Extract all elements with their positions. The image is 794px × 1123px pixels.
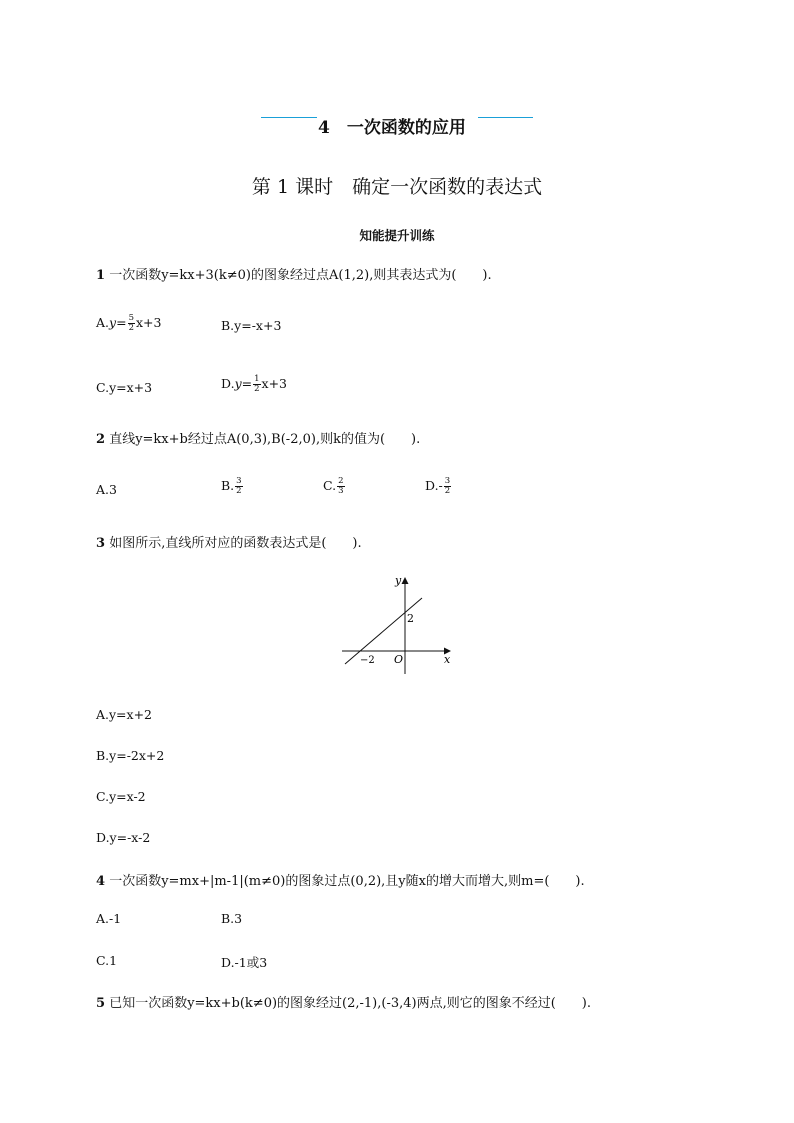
question-text: 已知一次函数y=kx+b(k≠0)的图象经过(2,-1),(-3,4)两点,则它的图象不经过( ). bbox=[109, 996, 591, 1011]
option-expr: y= bbox=[234, 376, 253, 391]
question-2 bbox=[96, 428, 420, 447]
question-text: 如图所示,直线所对应的函数表达式是( ). bbox=[109, 536, 362, 551]
section-title bbox=[0, 113, 794, 137]
x-intercept-label: −2 bbox=[360, 655, 375, 666]
fraction bbox=[253, 375, 260, 394]
x-axis-label: x bbox=[444, 653, 451, 666]
q2-option-c bbox=[323, 477, 346, 496]
question-4 bbox=[96, 870, 585, 889]
fraction-denominator: 2 bbox=[444, 486, 451, 496]
q4-option-d: D.-1或3 bbox=[221, 955, 268, 970]
q1-option-a bbox=[96, 314, 161, 333]
question-1 bbox=[96, 264, 492, 283]
option-value: 3 bbox=[109, 482, 117, 497]
q3-option-c: C.y=x-2 bbox=[96, 789, 146, 804]
q2-option-d bbox=[425, 477, 452, 496]
question-number: 1 bbox=[96, 268, 106, 283]
option-label: A. bbox=[96, 482, 110, 497]
fraction-numerator: 3 bbox=[444, 476, 451, 486]
fraction-numerator: 5 bbox=[128, 313, 134, 323]
fraction-denominator: 3 bbox=[338, 486, 344, 496]
fraction-denominator: 2 bbox=[236, 486, 242, 496]
option-label: D.- bbox=[425, 478, 443, 493]
option-expr: y=-x+3 bbox=[234, 318, 282, 333]
question-number: 5 bbox=[96, 996, 106, 1011]
option-expr-rest: x+3 bbox=[261, 376, 288, 391]
fraction-denominator: 2 bbox=[128, 323, 134, 333]
q4-option-a: A.-1 bbox=[96, 911, 122, 926]
fraction-numerator: 1 bbox=[254, 374, 260, 384]
fraction-numerator: 3 bbox=[236, 476, 242, 486]
y-axis-label: y bbox=[395, 574, 402, 587]
q1-option-d bbox=[221, 375, 287, 394]
option-label: C. bbox=[323, 478, 337, 493]
fraction-denominator: 2 bbox=[254, 384, 260, 394]
q3-option-b: B.y=-2x+2 bbox=[96, 748, 165, 763]
option-label: A. bbox=[96, 315, 110, 330]
fraction bbox=[128, 314, 135, 333]
option-label: B. bbox=[221, 318, 235, 333]
lesson-title: 第 1 课时 确定一次函数的表达式 bbox=[251, 176, 543, 198]
option-label: B. bbox=[221, 478, 235, 493]
q3-option-d: D.y=-x-2 bbox=[96, 830, 151, 845]
section-title-text: 4 一次函数的应用 bbox=[318, 118, 466, 138]
question-number: 2 bbox=[96, 432, 106, 447]
title-rule-left bbox=[261, 117, 317, 118]
fraction-numerator: 2 bbox=[338, 476, 344, 486]
q1-option-b bbox=[221, 318, 281, 333]
q4-option-b: B.3 bbox=[221, 911, 243, 926]
origin-label: O bbox=[394, 653, 404, 666]
q1-option-c bbox=[96, 380, 152, 395]
question-3 bbox=[96, 532, 362, 551]
fraction bbox=[235, 477, 242, 496]
q2-option-a bbox=[96, 482, 117, 497]
q3-option-a: A.y=x+2 bbox=[96, 707, 153, 722]
option-expr-rest: x+3 bbox=[135, 315, 162, 330]
question-5 bbox=[96, 992, 591, 1011]
option-expr: y=x+3 bbox=[109, 380, 153, 395]
question-number: 3 bbox=[96, 536, 106, 551]
question-number: 4 bbox=[96, 874, 106, 889]
question-text: 一次函数y=mx+|m-1|(m≠0)的图象过点(0,2),且y随x的增大而增大,则m=( ). bbox=[109, 874, 585, 889]
question-text: 一次函数y=kx+3(k≠0)的图象经过点A(1,2),则其表达式为( ). bbox=[109, 268, 492, 283]
fraction bbox=[337, 477, 344, 496]
q2-option-b bbox=[221, 477, 244, 496]
option-label: D. bbox=[221, 376, 235, 391]
q3-graph bbox=[338, 572, 458, 680]
option-label: C. bbox=[96, 380, 110, 395]
option-expr: y= bbox=[109, 315, 127, 330]
function-line bbox=[345, 598, 422, 664]
q4-option-c: C.1 bbox=[96, 953, 118, 968]
y-intercept-label: 2 bbox=[407, 612, 414, 625]
fraction bbox=[444, 477, 451, 496]
question-text: 直线y=kx+b经过点A(0,3),B(-2,0),则k的值为( ). bbox=[109, 432, 421, 447]
title-rule-right bbox=[478, 117, 533, 118]
subtitle: 知能提升训练 bbox=[359, 228, 435, 243]
